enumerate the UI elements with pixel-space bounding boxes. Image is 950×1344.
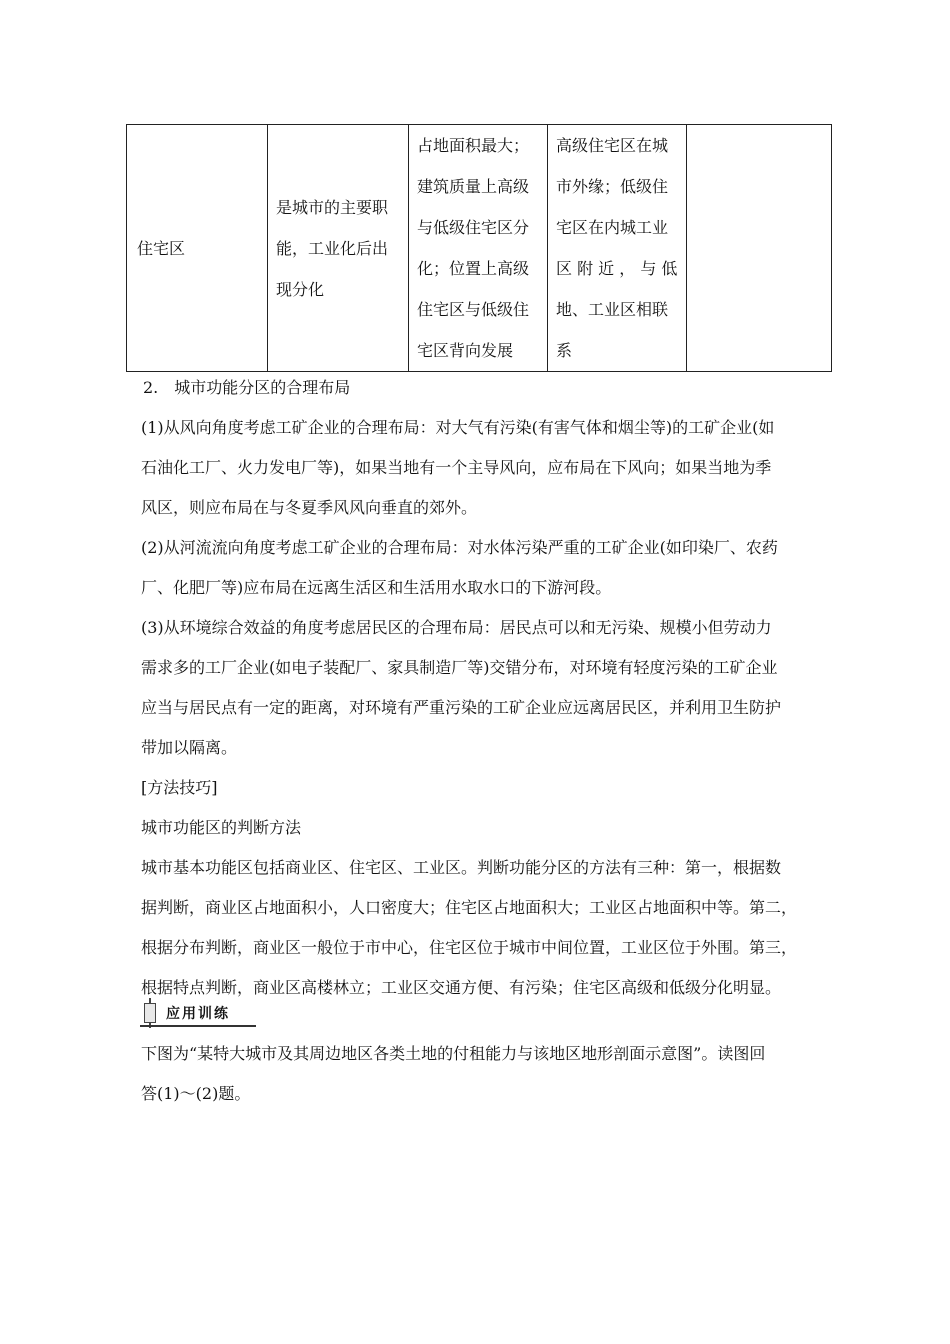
practice-banner bbox=[140, 1005, 256, 1027]
practice-banner-label: 应用训练 bbox=[166, 1006, 230, 1022]
paragraph-line: 下图为“某特大城市及其周边地区各类土地的付租能力与该地区地形剖面示意图”。读图回 bbox=[141, 1044, 766, 1063]
function-zone-table bbox=[126, 124, 832, 372]
table-row bbox=[127, 125, 832, 372]
method-title: 城市功能区的判断方法 bbox=[141, 818, 302, 837]
scroll-marker-icon bbox=[144, 1003, 156, 1023]
text-line: 建筑质量上高级 bbox=[417, 177, 530, 196]
banner-underline bbox=[140, 1025, 256, 1027]
paragraph-line: 答(1)～(2)题。 bbox=[141, 1084, 251, 1103]
paragraph-line: 据判断，商业区占地面积小，人口密度大；住宅区占地面积大；工业区占地面积中等。第二， bbox=[141, 898, 798, 917]
text-line: 能，工业化后出 bbox=[276, 238, 389, 258]
text-line: 是城市的主要职 bbox=[276, 197, 389, 217]
paragraph-line: 风区，则应布局在与冬夏季风风向垂直的郊外。 bbox=[141, 498, 478, 517]
paragraph-line: 根据特点判断，商业区高楼林立；工业区交通方便、有污染；住宅区高级和低级分化明显。 bbox=[141, 978, 782, 997]
zone-location-cell bbox=[548, 125, 687, 372]
paragraph-line: 需求多的工厂企业(如电子装配厂、家具制造厂等)交错分布，对环境有轻度污染的工矿企业 bbox=[141, 658, 778, 677]
content-body bbox=[141, 368, 821, 1008]
text-line: 占地面积最大； bbox=[417, 136, 530, 155]
paragraph-line: (1)从风向角度考虑工矿企业的合理布局：对大气有污染(有害气体和烟尘等)的工矿企业(如 bbox=[141, 418, 775, 437]
text-line: 宅区背向发展 bbox=[417, 341, 514, 360]
paragraph-line: (3)从环境综合效益的角度考虑居民区的合理布局：居民点可以和无污染、规模小但劳动力 bbox=[141, 618, 772, 637]
paragraph-line: 厂、化肥厂等)应布局在远离生活区和生活用水取水口的下游河段。 bbox=[141, 578, 612, 597]
paragraph-line: 应当与居民点有一定的距离，对环境有严重污染的工矿企业应远离居民区，并利用卫生防护 bbox=[141, 698, 782, 717]
text-line: 与低级住宅区分 bbox=[417, 218, 530, 237]
text-line: 化；位置上高级 bbox=[417, 259, 530, 278]
practice-intro bbox=[141, 1034, 821, 1114]
paragraph-line: 城市基本功能区包括商业区、住宅区、工业区。判断功能分区的方法有三种：第一，根据数 bbox=[141, 858, 782, 877]
paragraph-line: 根据分布判断，商业区一般位于市中心，住宅区位于城市中间位置，工业区位于外围。第三， bbox=[141, 938, 798, 957]
zone-extra-cell bbox=[687, 125, 832, 372]
paragraph-line: 石油化工厂、火力发电厂等)，如果当地有一个主导风向，应布局在下风向；如果当地为季 bbox=[141, 458, 772, 477]
zone-features-cell bbox=[409, 125, 548, 372]
paragraph-line: 带加以隔离。 bbox=[141, 738, 238, 757]
text-line: 高级住宅区在城 bbox=[556, 136, 669, 155]
paragraph-line: (2)从河流流向角度考虑工矿企业的合理布局：对水体污染严重的工矿企业(如印染厂、农药 bbox=[141, 538, 778, 557]
text-line: 区 附 近 ， 与 低 bbox=[556, 259, 678, 278]
zone-name-cell: 住宅区 bbox=[127, 125, 268, 372]
text-line: 市外缘；低级住 bbox=[556, 177, 669, 196]
section-heading: 2. 城市功能分区的合理布局 bbox=[143, 378, 351, 397]
text-line: 系 bbox=[556, 341, 573, 360]
text-line: 现分化 bbox=[276, 279, 325, 299]
text-line: 地、工业区相联 bbox=[556, 300, 669, 319]
text-line: 住宅区与低级住 bbox=[417, 300, 530, 319]
zone-function-cell bbox=[268, 125, 409, 372]
method-tag: [方法技巧] bbox=[141, 778, 218, 797]
text-line: 宅区在内城工业 bbox=[556, 218, 669, 237]
